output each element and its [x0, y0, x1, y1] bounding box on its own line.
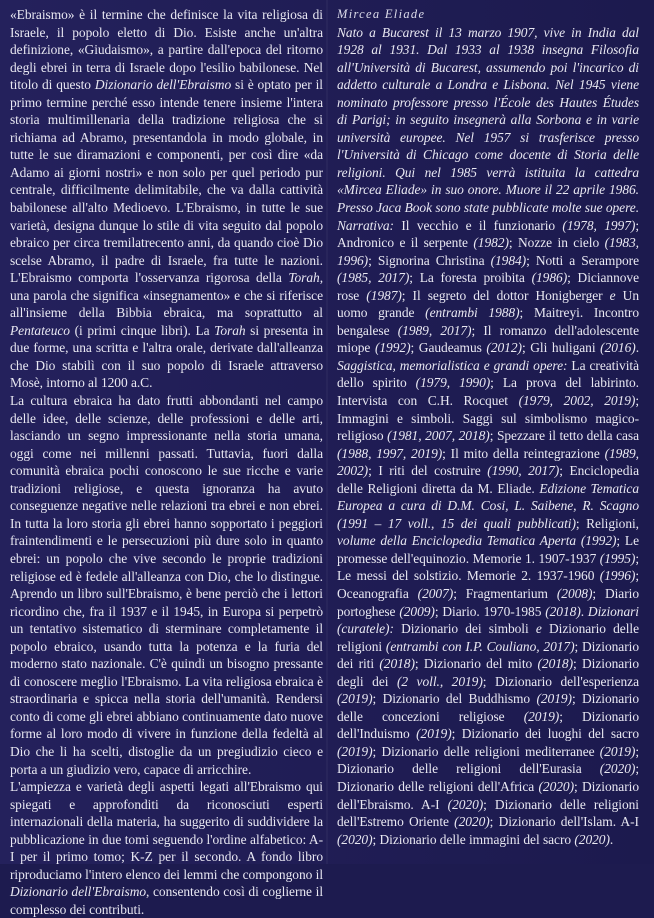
- text-run: (1992): [374, 340, 411, 356]
- text-run: (1985, 2017): [337, 270, 410, 286]
- text-run: ; Andronico e il serpente: [337, 217, 639, 251]
- text-run: ; Dizionario delle religioni dell'Estremo Oriente: [337, 796, 639, 830]
- text-run: ; Dizionario dei riti: [337, 638, 639, 672]
- text-run: (2020): [574, 831, 610, 847]
- text-run: si presenta in due forme, una scritta e l'altra orale, derivate dall'alleanza che Dio stabilì con il suo popolo di Israele attraverso Mosè, intorno al 1200 a.C.: [10, 322, 323, 391]
- text-run: (1995): [599, 550, 636, 566]
- text-run: , consentendo così di coglierne il complesso dei contributi.: [10, 884, 323, 917]
- text-run: (2 voll., 2019): [396, 673, 483, 689]
- text-run: (1979, 1990): [415, 375, 491, 391]
- text-run: Torah: [288, 270, 320, 286]
- text-run: ; Dizionario delle religioni dell'Africa: [337, 761, 639, 795]
- text-run: .: [609, 831, 614, 847]
- text-run: .: [580, 603, 588, 619]
- text-run: (i primi cinque libri). La: [69, 322, 215, 338]
- intro-paragraph: [10, 778, 323, 918]
- text-run: ; Spezzare il tetto della casa: [489, 428, 639, 444]
- text-run: ; Il romanzo dell'adolescente miope: [337, 322, 639, 356]
- text-run: ; Diario portoghese: [337, 586, 639, 619]
- author-biography: [337, 24, 639, 849]
- text-run: ; Dizionario del Buddhismo: [372, 691, 537, 707]
- text-run: (2020): [337, 831, 373, 847]
- text-run: (2018): [545, 603, 581, 619]
- text-run: ; Immagini e simboli. Saggi sul simbolismo magico-religioso: [337, 392, 639, 444]
- text-run: ; Il segreto del dottor Honigberger: [401, 287, 610, 303]
- text-run: Dizionario dell'Ebraismo: [10, 884, 147, 900]
- intro-paragraph: [10, 392, 323, 778]
- text-run: (1978, 1997): [562, 217, 636, 233]
- text-run: ; Dizionario delle religioni mediterranee: [372, 743, 600, 759]
- text-run: (2020): [599, 761, 636, 777]
- text-run: Dizionario dell'Ebraismo: [94, 77, 232, 93]
- text-run: (entrambi 1988): [425, 305, 520, 321]
- text-run: La cultura ebraica ha dato frutti abbondanti nel campo delle idee, delle scienze, delle professioni e delle arti, lasciando un segno impressionante nella storia umana, oggi come nei millenni passati. Tuttavia, fuori dalla comunità ebraica pochi conoscono le sue ricche e varie tradizioni religiose, e questa ignoranza ha avuto conseguenze negative nelle relazioni tra ebrei e non ebrei. In tutta la loro storia gli ebrei hanno sopportato i peggiori fraintendimenti e le persecuzioni più dure solo in quanto ebrei: un popolo che vive secondo le proprie tradizioni religiose ed è fedele all'alleanza con Dio, che lo distingue. Aprendo un libro sull'Ebraismo, è bene perciò che i lettori ricordino che, fra il 1937 e il 1945, in Europa si perpetrò un tentativo sistematico di sterminare completamente il popolo ebraico, usando tutta la potenza e la furia del moderno stato nazionale. C'è quindi un bisogno pressante di conoscere meglio l'Ebraismo. La vita religiosa ebraica è straordinaria e spicca nella storia dell'umanità. Rendersi conto di come gli ebrei abbiano continuamente dato nuove forme al loro modo di vivere in funzione della fedeltà al Dio che li ha scelti, distoglie da un pregiudizio cieco e porta a un giudizio vero, capace di arricchire.: [10, 393, 323, 777]
- text-run: (1996): [599, 568, 636, 584]
- text-run: ; Dizionario dell'Islam. A-I: [489, 814, 639, 830]
- text-run: ; Dizionario del mito: [414, 656, 538, 672]
- text-run: ; Dizionario delle concezioni religiose: [337, 691, 639, 724]
- text-run: (1983, 1996): [337, 235, 639, 268]
- text-run: Dizionario dei simboli: [393, 621, 536, 637]
- text-run: (1984): [490, 252, 527, 268]
- text-run: ; Diario. 1970-1985: [434, 603, 546, 619]
- fold-line: [326, 0, 328, 864]
- text-run: ; Maitreyi. Incontro bengalese: [337, 305, 639, 338]
- text-run: (1988, 1997, 2019): [337, 445, 443, 461]
- text-run: L'ampiezza e varietà degli aspetti legati all'Ebraismo qui spiegati e approfonditi da riconosciuti esperti internazionali della materia, ha suggerito di suddividere la pubblicazione in due tomi seguendo l'ordine alfabetico: A-I per il primo tomo; K-Z per il secondo. A fondo libro riproduciamo l'intero elenco dei lemmi che compongono il: [10, 779, 323, 882]
- text-run: (1979, 2002, 2019): [518, 392, 636, 408]
- text-run: (2007): [417, 586, 454, 601]
- text-run: (2019): [416, 726, 452, 742]
- text-run: ; Dizionario dei luoghi del sacro: [451, 726, 640, 742]
- text-run: ; Nozze in cielo: [508, 235, 605, 251]
- text-run: e: [609, 287, 616, 303]
- text-run: Il vecchio e il funzionario: [401, 217, 563, 233]
- text-run: Edizione Tematica Europea a cura di D.M. Cosi, L. Saibene, R. Scagno (1991 – 17 voll., 15 dei quali pubblicati): [337, 480, 639, 531]
- text-run: ; Dizionario dell'Ebraismo. A-I: [337, 779, 639, 812]
- text-run: (1989, 2017): [397, 322, 472, 338]
- text-run: .: [635, 340, 639, 356]
- text-run: (2020): [538, 779, 575, 795]
- text-run: (2018): [537, 656, 574, 672]
- right-column-text: [337, 6, 639, 848]
- text-run: Dizionario delle religioni: [337, 621, 640, 654]
- text-run: ; Gli huligani: [521, 340, 601, 356]
- text-run: Un uomo grande: [337, 287, 639, 321]
- text-run: La creatività dello spirito: [337, 357, 639, 391]
- text-run: ; Dizionario dell'esperienza: [482, 673, 639, 689]
- text-run: si è optato per il primo termine perché esso intende tenere insieme l'intera storia multimillenaria della tradizione religiosa che si richiama ad Abramo, presentandola in modo globale, in tutte le sue diramazioni e componenti, per così dire «da Adamo ai giorni nostri» e non solo per quel periodo pur centrale, difficilmente delimitabile, che va dalla cattività babilonese all'alto Medioevo. L'Ebraismo, in tutte le sue varietà, designa dunque lo stile di vita seguito dal popolo ebraico per circa tremilatrecento anni, da quando cioè Dio scelse Abramo, il padre di Israele, fra tutte le nazioni. L'Ebraismo comporta l'osservanza rigorosa della: [10, 77, 323, 286]
- text-run: Nato a Bucarest il 13 marzo 1907, vive in India dal 1928 al 1931. Dal 1933 al 1938 insegna Filosofia all'Università di Bucarest, assumendo poi l'incarico di addetto culturale a Londra e Lisbona. Nel 1945 viene nominato professore presso l'École des Hautes Études di Parigi; in seguito insegnerà alla Sorbona e in varie università europee. Nel 1957 si trasferisce presso l'Università di Chicago come docente di Storia delle religioni. Qui nel 1985 verrà istituita la cattedra «Mircea Eliade» in suo onore. Muore il 22 aprile 1986. Presso Jaca Book sono state pubblicate molte sue opere. Narrativa:: [337, 24, 639, 233]
- text-run: (1989, 2002): [337, 445, 639, 479]
- text-run: ; Fragmentarium: [453, 586, 557, 601]
- text-run: ; Le messi del solstizio. Memorie 2. 1937-1960: [337, 550, 639, 584]
- text-run: (2019): [523, 708, 560, 724]
- text-run: (2020): [454, 814, 490, 830]
- text-run: ; I riti del costruire: [368, 463, 488, 479]
- text-run: (2016): [600, 340, 636, 356]
- text-run: ; Enciclopedia delle Religioni diretta da M. Eliade.: [337, 463, 639, 496]
- bio-paragraph: [337, 24, 639, 849]
- text-run: (1990, 2017): [487, 463, 560, 479]
- text-run: (2019): [599, 743, 636, 759]
- text-run: e: [535, 621, 542, 637]
- text-run: (1981, 2007, 2018): [387, 428, 490, 444]
- text-run: «Ebraismo» è il termine che definisce la vita religiosa di Israele, il popolo eletto di Dio. Esiste anche un'altra definizione, «Giudaismo», a partire dall'epoca del ritorno degli ebrei in terra di Israele dopo l'esilio babilonese. Nel titolo di questo: [10, 7, 323, 93]
- text-run: (2019): [337, 691, 373, 707]
- text-run: (1987): [366, 287, 402, 303]
- text-run: (entrambi con I.P. Couliano, 2017): [385, 638, 575, 654]
- text-run: ; Religioni,: [575, 515, 639, 531]
- text-run: ; Dizionario dell'Induismo: [337, 708, 639, 742]
- text-run: Pentateuco: [10, 322, 70, 338]
- text-run: (2009): [399, 603, 435, 619]
- text-run: ; Dizionario degli dei: [337, 656, 639, 689]
- text-run: volume della Enciclopedia Tematica Aperta (1992): [337, 533, 617, 549]
- text-run: ; Le promesse dell'equinozio. Memorie 1. 1907-1937: [337, 533, 639, 566]
- author-name: Mircea Eliade: [337, 7, 426, 21]
- text-run: (1982): [473, 235, 509, 251]
- text-run: Torah: [214, 322, 246, 338]
- text-run: ; Signorina Christina: [368, 252, 491, 268]
- text-run: ; Il mito della reintegrazione: [442, 445, 605, 461]
- text-run: ; La prova del labirinto. Intervista con C.H. Rocquet: [337, 375, 639, 408]
- left-column-text: [10, 6, 323, 918]
- text-run: (2020): [447, 796, 484, 812]
- text-run: (1986): [531, 270, 568, 286]
- text-run: (2008): [556, 586, 593, 601]
- text-run: ; Diciannove rose: [337, 270, 639, 303]
- text-run: ; Oceanografia: [337, 568, 639, 601]
- text-run: (2018): [379, 656, 415, 672]
- text-run: , una parola che significa «insegnamento» e che si riferisce all'insieme della Bibbia ebraica, ma soprattutto al: [10, 270, 323, 321]
- intro-paragraph: [10, 6, 323, 392]
- text-run: ; Dizionario delle religioni dell'Eurasia: [337, 743, 639, 777]
- text-run: (2019): [536, 691, 572, 707]
- text-run: (2019): [337, 743, 373, 759]
- text-run: Dizionari (curatele):: [337, 603, 639, 637]
- text-run: ; Gaudeamus: [410, 340, 487, 356]
- text-run: Saggistica, memorialistica e grandi opere:: [337, 357, 568, 373]
- text-run: ; Dizionario delle immagini del sacro: [372, 831, 575, 847]
- text-run: (2012): [486, 340, 522, 356]
- text-run: ; La foresta proibita: [409, 270, 532, 286]
- text-run: ; Notti a Serampore: [526, 252, 639, 268]
